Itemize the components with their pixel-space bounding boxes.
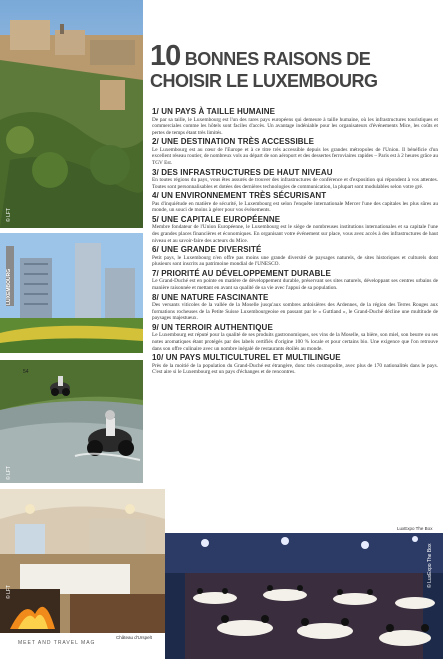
reason-section	[152, 245, 438, 268]
magazine-footer: MEET AND TRAVEL MAG	[18, 640, 96, 646]
photo-kirchberg-buildings	[0, 233, 143, 353]
reason-text: De par sa taille, le Luxembourg est l'un des rares pays européens qui demeure à taille humaine, où les infrastructures touristiques et commerciales comme les hôtels sont faciles d'accès. Un avantage indéniable pour les organisateurs d'événements Mice, les coûts et pertes de temps étant très limités.	[152, 116, 438, 136]
reason-heading: 5/ UNE CAPITALE EUROPÉENNE	[152, 214, 281, 224]
quad-bikes-illustration	[0, 360, 143, 483]
reason-section	[152, 353, 438, 376]
luxexpo-caption: LuxExpo The Box	[397, 526, 433, 531]
reason-text: Le Luxembourg est réputé pour la qualité de ses produits gastronomiques, ses vins de la Moselle, sa bière, son miel, son beurre ou ses notes aromatiques étant protégés par des labels certifiés d'origine 100 % locale et pour certains bio. Une exigence que l'on retrouve dans son offre culinaire avec un nombre inégalé de restaurants étoilés au monde.	[152, 332, 438, 352]
title-line1: BONNES RAISONS DE	[184, 49, 371, 69]
reason-section	[152, 293, 438, 322]
page-number: 54	[23, 369, 29, 375]
photo-credit: © LFT	[6, 466, 12, 480]
chateau-caption: Château d'Urspelt	[116, 635, 152, 640]
reason-text: Près de la moitié de la population du Grand-Duché est étrangère, donc très cosmopolite, avec plus de 170 nationalités dans le pays. C'est aire si le Luxembourg est un pays d'échanges et de rencontres.	[152, 362, 438, 376]
photo-credit: © LFT	[6, 208, 12, 222]
photo-quad-bikes	[0, 360, 143, 483]
reason-text: Petit pays, le Luxembourg n'en offre pas moins une grande diversité de paysages naturels, de sites historiques et culturels dont plusieurs sont inscrits au patrimoine mondial de l'UNESCO.	[152, 254, 438, 268]
reason-heading: 8/ UNE NATURE FASCINANTE	[152, 292, 269, 302]
dining-room-illustration	[0, 489, 165, 633]
photo-credit: © LFT	[6, 585, 12, 599]
reason-section	[152, 107, 438, 136]
reason-text: Des versants viticoles de la vallée de la Moselle jusqu'aux sombres ardoisières des Ardennes, de la région des Terres Rouges aux formations rocheuses de la Petite Suisse Luxembourgeoise en passant par le « Guttland », le Grand-Duché décline une multitude de paysages majestueux.	[152, 302, 438, 322]
castle-cliffs-illustration	[0, 0, 143, 228]
reason-heading: 1/ UN PAYS À TAILLE HUMAINE	[152, 107, 276, 116]
reason-section	[152, 269, 438, 292]
reason-heading: 2/ UNE DESTINATION TRÈS ACCESSIBLE	[152, 137, 315, 147]
reason-section	[152, 215, 438, 244]
reason-heading: 4/ UN ENVIRONNEMENT TRÈS SÉCURISANT	[152, 191, 327, 201]
photo-credit: © LuxExpo The Box	[427, 543, 433, 588]
reason-text: En toutes régions du pays, vous êtes assurés de trouver des infrastructures de conférence et d'exposition qui répondent à vos attentes. Toutes sont personnalisables et dotées des dernières technologies de communication, la plupart sont modulables selon votre gré.	[152, 177, 438, 190]
reason-section	[152, 137, 438, 166]
photo-luxembourg-castle-cliffs	[0, 0, 143, 228]
photo-conference-hall	[165, 533, 443, 659]
section-tab-label: LUXEMBOURG	[6, 268, 12, 305]
reason-heading: 6/ UNE GRANDE DIVERSITÉ	[152, 245, 262, 255]
title-number: 10	[150, 40, 181, 72]
buildings-illustration	[0, 233, 143, 353]
reason-heading: 10/ UN PAYS MULTICULTUREL ET MULTILINGUE	[152, 353, 341, 363]
photo-chateau-dining	[0, 489, 165, 633]
reason-text: Le Luxembourg est au cœur de l'Europe et à ce titre très accessible depuis les grandes métropoles de l'Union. Il bénéficie d'un excellent réseau routier, de nombreux vols au départ de son aéroport et des dessertes ferroviaires rapides – Paris est à 2 heures grâce au TGV Est.	[152, 146, 439, 166]
reason-heading: 7/ PRIORITÉ AU DÉVELOPPEMENT DURABLE	[152, 268, 331, 278]
article-body	[152, 107, 438, 377]
reason-section	[152, 168, 438, 191]
article-title	[150, 42, 390, 90]
reason-section	[152, 191, 438, 214]
reason-heading: 3/ DES INFRASTRUCTURES DE HAUT NIVEAU	[152, 167, 333, 177]
title-line2: CHOISIR LE LUXEMBOURG	[150, 71, 378, 91]
reason-text: Membre fondateur de l'Union Européenne, le Luxembourg est le siège de nombreuses institutions internationales et sa capitale l'une des grandes places financières et économiques. En organisant votre événement sur place, vous avez accès à des infrastructures de haut niveau et au savoir-faire des acteurs du Mice.	[152, 224, 438, 244]
reason-text: Pas d'inquiétude en matière de sécurité, le Luxembourg est selon l'enquête internationale Mercer l'une des capitales les plus sûres au monde, un souci de moins à gérer pour vos événements.	[152, 200, 438, 214]
conference-hall-illustration	[165, 533, 443, 659]
reason-heading: 9/ UN TERROIR AUTHENTIQUE	[152, 322, 273, 332]
reason-section	[152, 323, 438, 352]
reason-text: Le Grand-Duché est en pointe en matière de développement durable, préservant ses sites naturels, développant ses centres urbains de manière raisonnée et mettant en avant sa qualité de sa vie avec l'appui de sa population.	[152, 278, 438, 291]
